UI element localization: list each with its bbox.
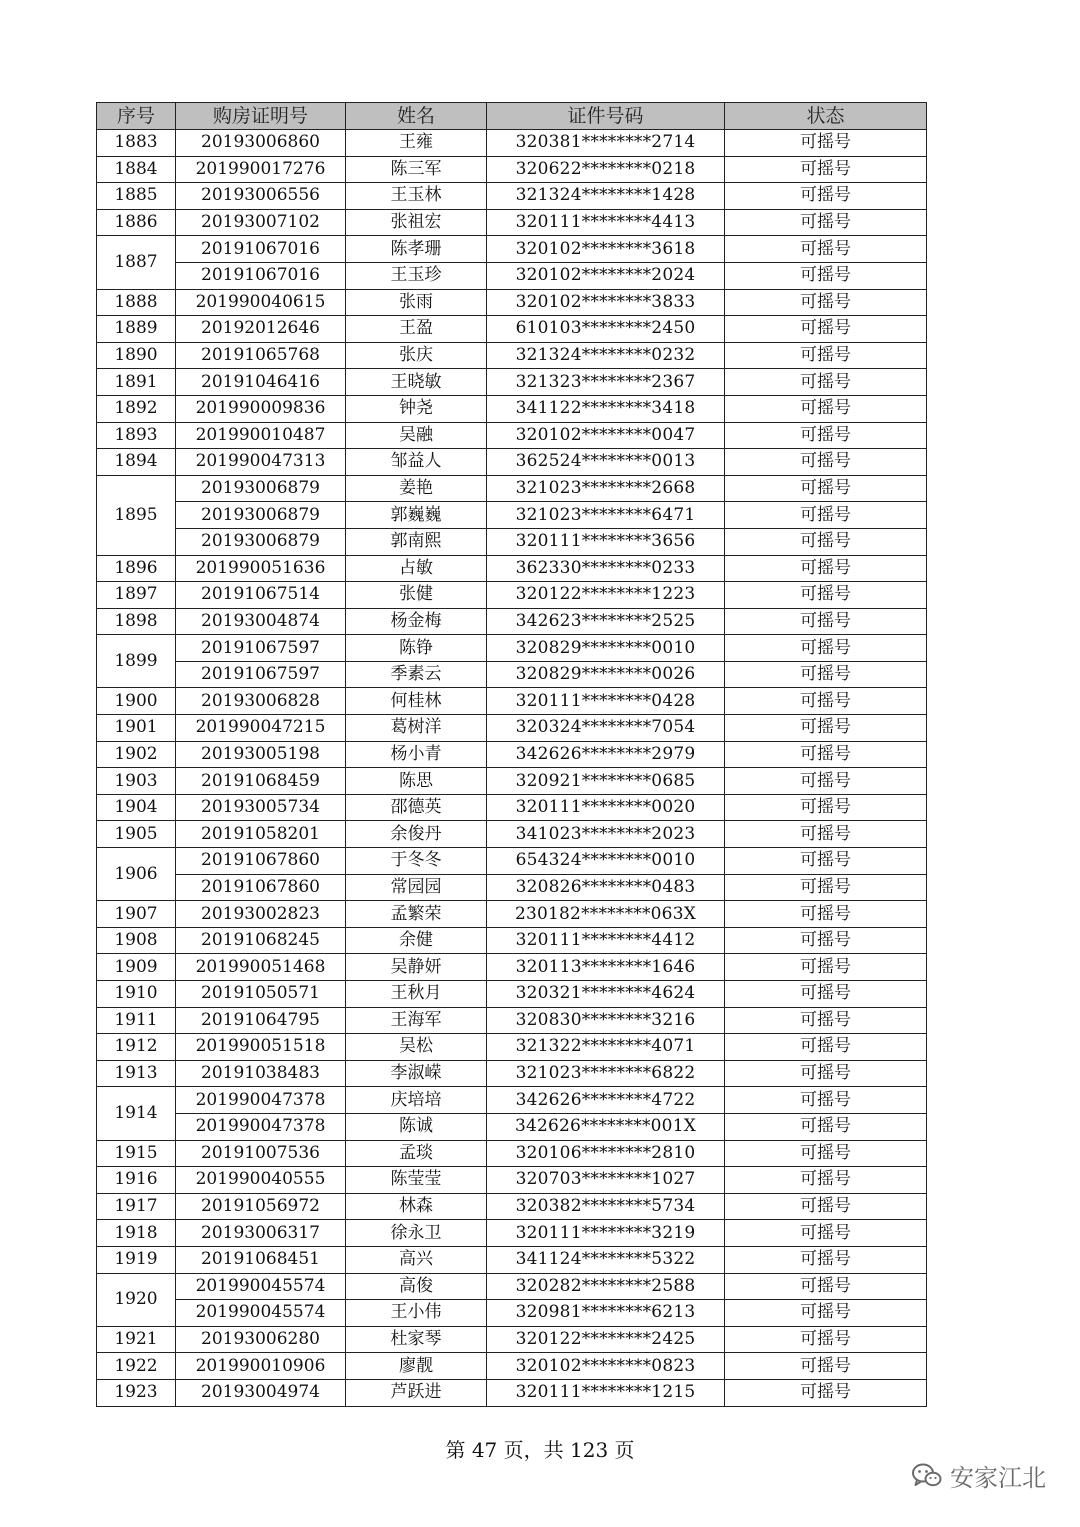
cell-status: 可摇号 [725, 981, 927, 1008]
cell-id-no: 321023********2668 [487, 475, 725, 502]
cell-seq: 1923 [97, 1379, 176, 1406]
cell-certificate-no: 20191068459 [176, 768, 346, 795]
table-row [97, 715, 927, 742]
cell-seq: 1920 [97, 1273, 176, 1326]
cell-status: 可摇号 [725, 156, 927, 183]
cell-status: 可摇号 [725, 608, 927, 635]
cell-seq: 1897 [97, 582, 176, 609]
table-row [97, 1140, 927, 1167]
cell-status: 可摇号 [725, 635, 927, 662]
cell-certificate-no: 201990009836 [176, 395, 346, 422]
cell-status: 可摇号 [725, 821, 927, 848]
cell-status: 可摇号 [725, 582, 927, 609]
cell-status: 可摇号 [725, 688, 927, 715]
cell-name: 余俊丹 [346, 821, 487, 848]
cell-name: 张雨 [346, 289, 487, 316]
cell-status: 可摇号 [725, 1273, 927, 1300]
cell-seq: 1891 [97, 369, 176, 396]
cell-certificate-no: 201990051468 [176, 954, 346, 981]
table-row [97, 1007, 927, 1034]
cell-id-no: 320111********0020 [487, 794, 725, 821]
cell-status: 可摇号 [725, 236, 927, 263]
cell-status: 可摇号 [725, 927, 927, 954]
cell-name: 李淑嵘 [346, 1060, 487, 1087]
table-row [97, 768, 927, 795]
table-row [97, 981, 927, 1008]
table-row [97, 342, 927, 369]
table-row [97, 954, 927, 981]
cell-seq: 1886 [97, 209, 176, 236]
cell-status: 可摇号 [725, 661, 927, 688]
cell-certificate-no: 201990047378 [176, 1113, 346, 1140]
cell-name: 于冬冬 [346, 848, 487, 875]
cell-name: 邹益人 [346, 449, 487, 476]
cell-name: 陈莹莹 [346, 1167, 487, 1194]
cell-name: 王玉珍 [346, 262, 487, 289]
cell-name: 王晓敏 [346, 369, 487, 396]
table-row [97, 502, 927, 529]
cell-certificate-no: 201990051518 [176, 1034, 346, 1061]
cell-status: 可摇号 [725, 555, 927, 582]
cell-name: 王盈 [346, 316, 487, 343]
cell-certificate-no: 20193006280 [176, 1326, 346, 1353]
cell-seq: 1908 [97, 927, 176, 954]
cell-seq: 1887 [97, 236, 176, 289]
table-row [97, 608, 927, 635]
table-row [97, 927, 927, 954]
cell-id-no: 320106********2810 [487, 1140, 725, 1167]
cell-name: 庆培培 [346, 1087, 487, 1114]
cell-status: 可摇号 [725, 874, 927, 901]
cell-certificate-no: 201990040615 [176, 289, 346, 316]
cell-name: 钟尧 [346, 395, 487, 422]
table-header-row [97, 103, 927, 130]
table-row [97, 1034, 927, 1061]
cell-id-no: 320921********0685 [487, 768, 725, 795]
cell-id-no: 320282********2588 [487, 1273, 725, 1300]
cell-seq: 1901 [97, 715, 176, 742]
cell-id-no: 320622********0218 [487, 156, 725, 183]
table-row [97, 528, 927, 555]
table-row [97, 848, 927, 875]
cell-id-no: 320113********1646 [487, 954, 725, 981]
table-row [97, 794, 927, 821]
cell-certificate-no: 20193006317 [176, 1220, 346, 1247]
cell-certificate-no: 20193005198 [176, 741, 346, 768]
cell-id-no: 321324********1428 [487, 183, 725, 210]
cell-status: 可摇号 [725, 502, 927, 529]
cell-id-no: 341023********2023 [487, 821, 725, 848]
cell-status: 可摇号 [725, 1113, 927, 1140]
table-row [97, 555, 927, 582]
cell-certificate-no: 201990010487 [176, 422, 346, 449]
cell-status: 可摇号 [725, 768, 927, 795]
cell-id-no: 342626********001X [487, 1113, 725, 1140]
cell-id-no: 320382********5734 [487, 1193, 725, 1220]
cell-certificate-no: 20191046416 [176, 369, 346, 396]
cell-status: 可摇号 [725, 449, 927, 476]
cell-certificate-no: 20191050571 [176, 981, 346, 1008]
cell-id-no: 321322********4071 [487, 1034, 725, 1061]
cell-status: 可摇号 [725, 262, 927, 289]
table-row [97, 582, 927, 609]
cell-status: 可摇号 [725, 209, 927, 236]
cell-certificate-no: 20193006879 [176, 528, 346, 555]
cell-status: 可摇号 [725, 1193, 927, 1220]
table-row [97, 1113, 927, 1140]
cell-name: 高俊 [346, 1273, 487, 1300]
cell-certificate-no: 201990040555 [176, 1167, 346, 1194]
cell-seq: 1922 [97, 1353, 176, 1380]
cell-id-no: 341124********5322 [487, 1246, 725, 1273]
cell-id-no: 342626********4722 [487, 1087, 725, 1114]
cell-status: 可摇号 [725, 1060, 927, 1087]
cell-name: 王小伟 [346, 1300, 487, 1327]
cell-id-no: 320829********0026 [487, 661, 725, 688]
cell-id-no: 320981********6213 [487, 1300, 725, 1327]
cell-seq: 1898 [97, 608, 176, 635]
cell-status: 可摇号 [725, 1353, 927, 1380]
cell-certificate-no: 20193005734 [176, 794, 346, 821]
cell-seq: 1884 [97, 156, 176, 183]
cell-seq: 1895 [97, 475, 176, 555]
cell-status: 可摇号 [725, 1167, 927, 1194]
table-row [97, 183, 927, 210]
cell-certificate-no: 20191007536 [176, 1140, 346, 1167]
cell-seq: 1916 [97, 1167, 176, 1194]
cell-certificate-no: 20191067016 [176, 236, 346, 263]
cell-name: 姜艳 [346, 475, 487, 502]
cell-name: 廖靓 [346, 1353, 487, 1380]
cell-seq: 1899 [97, 635, 176, 688]
cell-certificate-no: 20193006879 [176, 475, 346, 502]
header-certificate-no: 购房证明号 [176, 103, 346, 130]
cell-seq: 1918 [97, 1220, 176, 1247]
table-row [97, 475, 927, 502]
table-row [97, 1353, 927, 1380]
cell-status: 可摇号 [725, 1087, 927, 1114]
cell-seq: 1893 [97, 422, 176, 449]
cell-name: 陈诚 [346, 1113, 487, 1140]
cell-name: 张健 [346, 582, 487, 609]
cell-seq: 1902 [97, 741, 176, 768]
wechat-icon [912, 1463, 942, 1489]
cell-name: 王秋月 [346, 981, 487, 1008]
cell-id-no: 362330********0233 [487, 555, 725, 582]
cell-id-no: 320102********0047 [487, 422, 725, 449]
cell-name: 陈三军 [346, 156, 487, 183]
cell-status: 可摇号 [725, 794, 927, 821]
cell-id-no: 321323********2367 [487, 369, 725, 396]
cell-status: 可摇号 [725, 369, 927, 396]
cell-seq: 1892 [97, 395, 176, 422]
table-row [97, 449, 927, 476]
cell-certificate-no: 201990047215 [176, 715, 346, 742]
cell-name: 占敏 [346, 555, 487, 582]
cell-name: 芦跃进 [346, 1379, 487, 1406]
header-id-no: 证件号码 [487, 103, 725, 130]
cell-status: 可摇号 [725, 183, 927, 210]
cell-id-no: 320111********4412 [487, 927, 725, 954]
cell-name: 常园园 [346, 874, 487, 901]
cell-status: 可摇号 [725, 954, 927, 981]
cell-id-no: 320102********0823 [487, 1353, 725, 1380]
cell-seq: 1911 [97, 1007, 176, 1034]
table-row [97, 236, 927, 263]
cell-id-no: 342626********2979 [487, 741, 725, 768]
cell-name: 王海军 [346, 1007, 487, 1034]
cell-certificate-no: 201990045574 [176, 1273, 346, 1300]
cell-id-no: 610103********2450 [487, 316, 725, 343]
cell-name: 杜家琴 [346, 1326, 487, 1353]
cell-certificate-no: 20193006556 [176, 183, 346, 210]
cell-certificate-no: 20191038483 [176, 1060, 346, 1087]
cell-id-no: 321324********0232 [487, 342, 725, 369]
table-row [97, 1273, 927, 1300]
cell-id-no: 321023********6471 [487, 502, 725, 529]
cell-status: 可摇号 [725, 395, 927, 422]
cell-certificate-no: 20191067597 [176, 661, 346, 688]
cell-seq: 1913 [97, 1060, 176, 1087]
cell-seq: 1905 [97, 821, 176, 848]
cell-seq: 1900 [97, 688, 176, 715]
cell-certificate-no: 20191064795 [176, 1007, 346, 1034]
cell-seq: 1917 [97, 1193, 176, 1220]
cell-id-no: 320111********3219 [487, 1220, 725, 1247]
header-seq: 序号 [97, 103, 176, 130]
cell-id-no: 320102********2024 [487, 262, 725, 289]
table-row [97, 1246, 927, 1273]
watermark-text: 安家江北 [950, 1464, 1046, 1492]
cell-name: 陈孝珊 [346, 236, 487, 263]
cell-name: 杨金梅 [346, 608, 487, 635]
cell-status: 可摇号 [725, 1140, 927, 1167]
cell-name: 吴松 [346, 1034, 487, 1061]
cell-id-no: 230182********063X [487, 901, 725, 928]
cell-seq: 1883 [97, 130, 176, 157]
cell-seq: 1912 [97, 1034, 176, 1061]
cell-status: 可摇号 [725, 422, 927, 449]
cell-status: 可摇号 [725, 528, 927, 555]
cell-certificate-no: 20191056972 [176, 1193, 346, 1220]
cell-seq: 1894 [97, 449, 176, 476]
cell-name: 张祖宏 [346, 209, 487, 236]
cell-certificate-no: 20193004974 [176, 1379, 346, 1406]
cell-seq: 1889 [97, 316, 176, 343]
cell-name: 徐永卫 [346, 1220, 487, 1247]
cell-status: 可摇号 [725, 289, 927, 316]
cell-name: 王玉林 [346, 183, 487, 210]
cell-name: 王雍 [346, 130, 487, 157]
cell-certificate-no: 20193006860 [176, 130, 346, 157]
cell-id-no: 342623********2525 [487, 608, 725, 635]
cell-seq: 1906 [97, 848, 176, 901]
cell-status: 可摇号 [725, 475, 927, 502]
cell-name: 陈思 [346, 768, 487, 795]
cell-seq: 1904 [97, 794, 176, 821]
cell-status: 可摇号 [725, 1326, 927, 1353]
table-row [97, 1167, 927, 1194]
table-row [97, 209, 927, 236]
table-row [97, 1300, 927, 1327]
cell-seq: 1896 [97, 555, 176, 582]
table-row [97, 1087, 927, 1114]
table-row [97, 1060, 927, 1087]
cell-certificate-no: 201990045574 [176, 1300, 346, 1327]
table-row [97, 821, 927, 848]
cell-certificate-no: 201990017276 [176, 156, 346, 183]
cell-seq: 1910 [97, 981, 176, 1008]
cell-certificate-no: 201990010906 [176, 1353, 346, 1380]
cell-seq: 1885 [97, 183, 176, 210]
cell-name: 吴静妍 [346, 954, 487, 981]
cell-certificate-no: 20191058201 [176, 821, 346, 848]
cell-name: 邵德英 [346, 794, 487, 821]
cell-seq: 1909 [97, 954, 176, 981]
table-row [97, 661, 927, 688]
cell-status: 可摇号 [725, 1379, 927, 1406]
cell-certificate-no: 20191068451 [176, 1246, 346, 1273]
cell-id-no: 320826********0483 [487, 874, 725, 901]
cell-id-no: 320122********1223 [487, 582, 725, 609]
cell-name: 余健 [346, 927, 487, 954]
cell-status: 可摇号 [725, 342, 927, 369]
table-row [97, 901, 927, 928]
cell-seq: 1914 [97, 1087, 176, 1140]
cell-id-no: 320111********1215 [487, 1379, 725, 1406]
cell-name: 葛树洋 [346, 715, 487, 742]
cell-certificate-no: 20191067860 [176, 848, 346, 875]
table-row [97, 316, 927, 343]
table-row [97, 289, 927, 316]
cell-id-no: 320111********0428 [487, 688, 725, 715]
cell-name: 林森 [346, 1193, 487, 1220]
cell-status: 可摇号 [725, 741, 927, 768]
header-status: 状态 [725, 103, 927, 130]
table-row [97, 635, 927, 662]
cell-id-no: 320703********1027 [487, 1167, 725, 1194]
cell-name: 杨小青 [346, 741, 487, 768]
cell-id-no: 320321********4624 [487, 981, 725, 1008]
cell-certificate-no: 20191067514 [176, 582, 346, 609]
cell-id-no: 320830********3216 [487, 1007, 725, 1034]
cell-name: 何桂林 [346, 688, 487, 715]
table-row [97, 1193, 927, 1220]
cell-status: 可摇号 [725, 1220, 927, 1247]
cell-certificate-no: 201990047313 [176, 449, 346, 476]
cell-seq: 1890 [97, 342, 176, 369]
cell-certificate-no: 20191067016 [176, 262, 346, 289]
cell-name: 郭巍巍 [346, 502, 487, 529]
table-row [97, 1220, 927, 1247]
table-row [97, 741, 927, 768]
cell-name: 孟琰 [346, 1140, 487, 1167]
table-row [97, 688, 927, 715]
cell-name: 张庆 [346, 342, 487, 369]
cell-certificate-no: 20193004874 [176, 608, 346, 635]
table-row [97, 130, 927, 157]
cell-name: 季素云 [346, 661, 487, 688]
cell-id-no: 320102********3833 [487, 289, 725, 316]
table-row [97, 422, 927, 449]
cell-status: 可摇号 [725, 1034, 927, 1061]
cell-seq: 1915 [97, 1140, 176, 1167]
housing-lottery-table [96, 102, 927, 1407]
table-row [97, 395, 927, 422]
cell-id-no: 321023********6822 [487, 1060, 725, 1087]
cell-certificate-no: 20193006879 [176, 502, 346, 529]
cell-certificate-no: 20193006828 [176, 688, 346, 715]
cell-name: 孟繁荣 [346, 901, 487, 928]
cell-status: 可摇号 [725, 1300, 927, 1327]
cell-status: 可摇号 [725, 1007, 927, 1034]
table-row [97, 874, 927, 901]
cell-certificate-no: 20192012646 [176, 316, 346, 343]
cell-seq: 1903 [97, 768, 176, 795]
cell-id-no: 320102********3618 [487, 236, 725, 263]
page-number: 第 47 页，共 123 页 [445, 1438, 635, 1462]
cell-certificate-no: 201990047378 [176, 1087, 346, 1114]
header-name: 姓名 [346, 103, 487, 130]
table-body [97, 130, 927, 1407]
cell-status: 可摇号 [725, 848, 927, 875]
cell-status: 可摇号 [725, 901, 927, 928]
table-row [97, 156, 927, 183]
cell-id-no: 320829********0010 [487, 635, 725, 662]
cell-id-no: 320324********7054 [487, 715, 725, 742]
cell-seq: 1888 [97, 289, 176, 316]
cell-name: 高兴 [346, 1246, 487, 1273]
cell-name: 吴融 [346, 422, 487, 449]
cell-id-no: 320111********3656 [487, 528, 725, 555]
cell-seq: 1907 [97, 901, 176, 928]
cell-certificate-no: 20191067597 [176, 635, 346, 662]
cell-seq: 1919 [97, 1246, 176, 1273]
cell-name: 郭南熙 [346, 528, 487, 555]
table-row [97, 1379, 927, 1406]
cell-id-no: 362524********0013 [487, 449, 725, 476]
cell-id-no: 320122********2425 [487, 1326, 725, 1353]
cell-id-no: 320111********4413 [487, 209, 725, 236]
cell-certificate-no: 20193007102 [176, 209, 346, 236]
table-row [97, 1326, 927, 1353]
cell-certificate-no: 20191067860 [176, 874, 346, 901]
cell-name: 陈铮 [346, 635, 487, 662]
cell-certificate-no: 20191065768 [176, 342, 346, 369]
cell-seq: 1921 [97, 1326, 176, 1353]
cell-status: 可摇号 [725, 1246, 927, 1273]
cell-certificate-no: 20193002823 [176, 901, 346, 928]
cell-id-no: 654324********0010 [487, 848, 725, 875]
cell-certificate-no: 20191068245 [176, 927, 346, 954]
cell-status: 可摇号 [725, 130, 927, 157]
cell-status: 可摇号 [725, 316, 927, 343]
watermark [912, 1458, 1046, 1493]
cell-certificate-no: 201990051636 [176, 555, 346, 582]
table-row [97, 262, 927, 289]
cell-status: 可摇号 [725, 715, 927, 742]
cell-id-no: 341122********3418 [487, 395, 725, 422]
table-row [97, 369, 927, 396]
cell-id-no: 320381********2714 [487, 130, 725, 157]
